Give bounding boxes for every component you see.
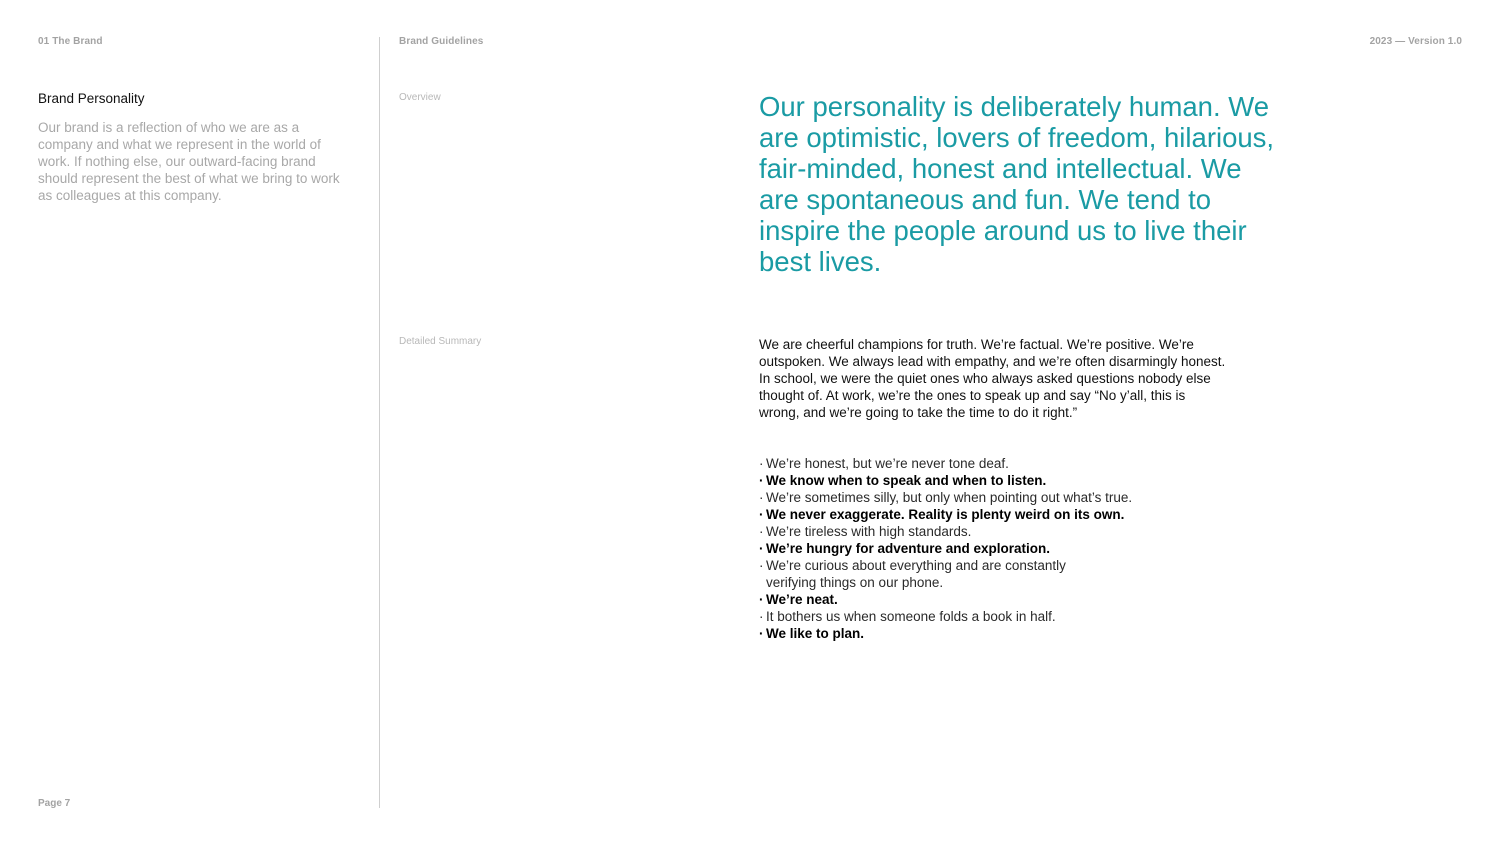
summary-label: Detailed Summary bbox=[399, 336, 482, 347]
column-divider bbox=[379, 37, 380, 808]
bullet-marker: · bbox=[759, 524, 764, 539]
list-item bbox=[759, 540, 1229, 557]
bullet-marker: · bbox=[759, 456, 764, 471]
bullet-marker: · bbox=[759, 507, 764, 522]
list-item bbox=[759, 608, 1229, 625]
list-item bbox=[759, 472, 1229, 489]
list-item-text: We never exaggerate. Reality is plenty weird on its own. bbox=[766, 507, 1125, 522]
list-item bbox=[759, 523, 1229, 540]
list-item-text: We’re neat. bbox=[766, 592, 838, 607]
list-item-text: We’re sometimes silly, but only when pointing out what’s true. bbox=[766, 490, 1133, 505]
overview-label: Overview bbox=[399, 92, 441, 103]
list-item bbox=[759, 591, 1229, 608]
list-item-text: We’re curious about everything and are constantly verifying things on our phone. bbox=[766, 558, 1066, 590]
list-item bbox=[759, 557, 1096, 591]
list-item bbox=[759, 506, 1229, 523]
list-item bbox=[759, 455, 1229, 472]
page-number: Page 7 bbox=[38, 798, 71, 809]
personality-list bbox=[759, 455, 1229, 642]
section-description: Our brand is a reflection of who we are as a company and what we represent in the world of work. If nothing else, our outward-facing brand should represent the best of what we bring to work as colleagues at this company. bbox=[38, 120, 340, 203]
bullet-marker: · bbox=[759, 592, 764, 607]
bullet-marker: · bbox=[759, 473, 764, 488]
bullet-marker: · bbox=[759, 541, 764, 556]
summary-paragraph: We are cheerful champions for truth. We’re factual. We’re positive. We’re outspoken. We always lead with empathy, and we’re often disarmingly honest. In school, we were the quiet ones who always asked questions nobody else thought of. At work, we’re the ones to speak up and say “No y’all, this is wrong, and we’re going to take the time to do it right.” bbox=[759, 337, 1226, 420]
section-label: 01 The Brand bbox=[38, 36, 103, 47]
overview-headline: Our personality is deliberately human. We are optimistic, lovers of freedom, hilarious, fair-minded, honest and intellectual. We are spontaneous and fun. We tend to inspire the people around us to live their best lives. bbox=[759, 91, 1275, 277]
list-item-text: We’re tireless with high standards. bbox=[766, 524, 972, 539]
list-item bbox=[759, 625, 1229, 642]
bullet-marker: · bbox=[759, 626, 764, 641]
list-item-text: We know when to speak and when to listen. bbox=[766, 473, 1047, 488]
list-item-text: We like to plan. bbox=[766, 626, 865, 641]
list-item-text: It bothers us when someone folds a book in half. bbox=[766, 609, 1056, 624]
document-title: Brand Guidelines bbox=[399, 36, 484, 47]
bullet-marker: · bbox=[759, 558, 764, 573]
section-title: Brand Personality bbox=[38, 91, 145, 106]
version-label: 2023 — Version 1.0 bbox=[1369, 36, 1462, 47]
list-item-text: We’re honest, but we’re never tone deaf. bbox=[766, 456, 1009, 471]
list-item bbox=[759, 489, 1229, 506]
bullet-marker: · bbox=[759, 609, 764, 624]
list-item-text: We’re hungry for adventure and exploration. bbox=[766, 541, 1051, 556]
bullet-marker: · bbox=[759, 490, 764, 505]
